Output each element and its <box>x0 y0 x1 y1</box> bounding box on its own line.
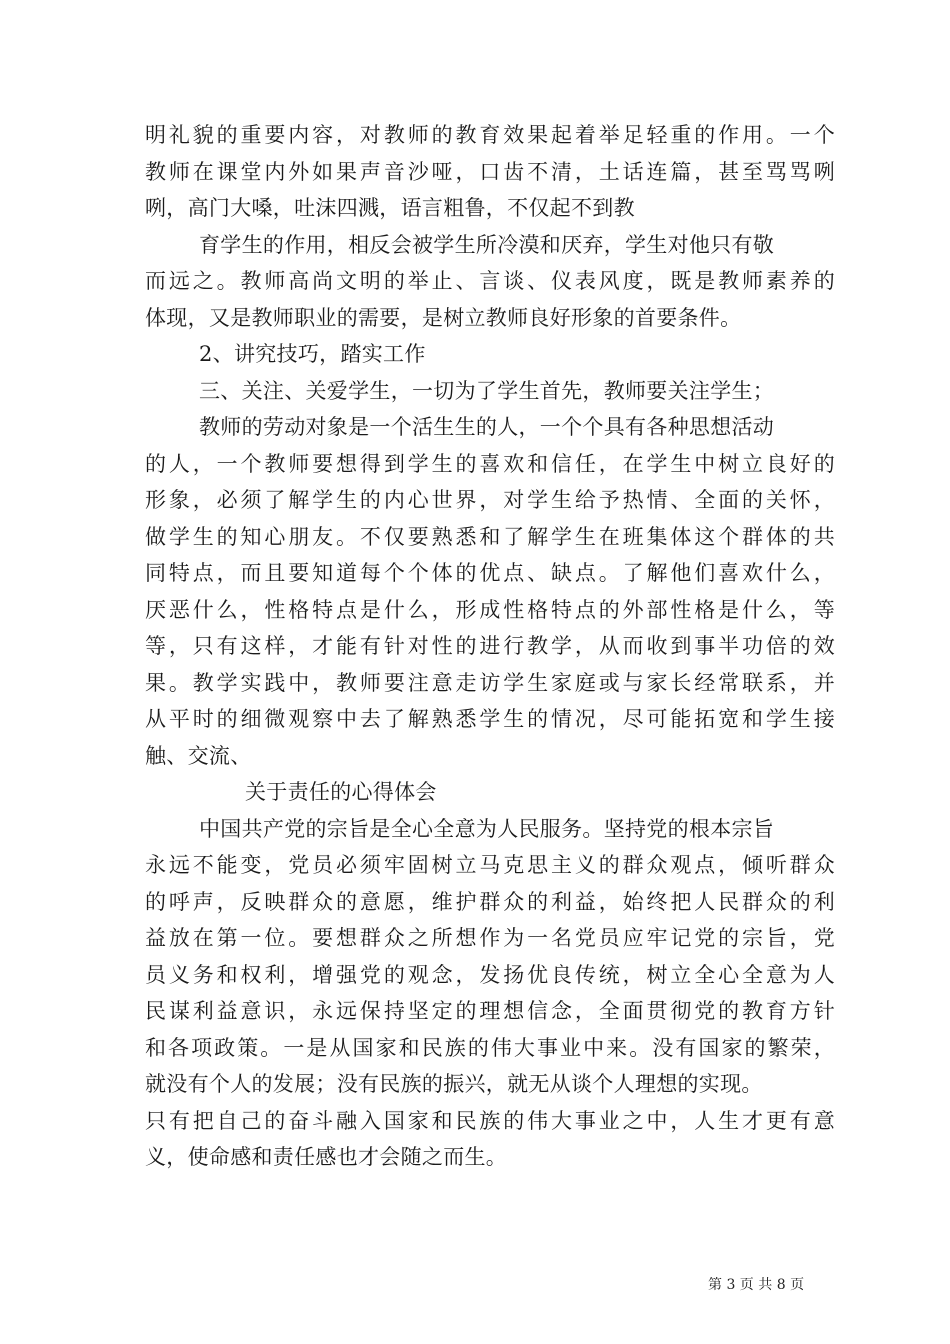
text-line: 育学生的作用，相反会被学生所冷漠和厌弃，学生对他只有敬 <box>199 232 775 257</box>
section-heading: 2、讲究技巧，踏实工作 <box>199 342 426 366</box>
text-line: 从平时的细微观察中去了解熟悉学生的情况，尽可能拓宽和学生接 <box>145 707 835 731</box>
text-line: 体现，又是教师职业的需要，是树立教师良好形象的首要条件。 <box>145 305 742 330</box>
text-line: 做学生的知心朋友。不仅要熟悉和了解学生在班集体这个群体的共 <box>145 524 835 549</box>
text-line: 永远不能变，党员必须牢固树立马克思主义的群众观点，倾听群众 <box>145 853 835 877</box>
article-title: 关于责任的心得体会 <box>245 780 437 804</box>
text-line: 等，只有这样，才能有针对性的进行教学，从而收到事半功倍的效 <box>145 634 835 658</box>
text-line: 教师在课堂内外如果声音沙哑，口齿不清，土话连篇，甚至骂骂咧 <box>145 159 835 184</box>
page-number: 第 3 页 共 8 页 <box>708 1277 805 1293</box>
section-heading: 三、关注、关爱学生，一切为了学生首先，教师要关注学生； <box>199 378 775 403</box>
text-line: 只有把自己的奋斗融入国家和民族的伟大事业之中，人生才更有意 <box>145 1108 835 1133</box>
text-line: 触、交流、 <box>145 743 252 768</box>
body-text <box>145 117 835 1176</box>
text-line: 咧，高门大嗓，吐沫四溅，语言粗鲁，不仅起不到教 <box>145 196 635 220</box>
text-line: 厌恶什么，性格特点是什么，形成性格特点的外部性格是什么，等 <box>145 597 835 622</box>
text-line: 形象，必须了解学生的内心世界，对学生给予热情、全面的关怀， <box>145 488 835 512</box>
text-line: 果。教学实践中，教师要注意走访学生家庭或与家长经常联系，并 <box>145 670 835 695</box>
text-line: 教师的劳动对象是一个活生生的人，一个个具有各种思想活动 <box>199 415 775 439</box>
text-line: 和各项政策。一是从国家和民族的伟大事业中来。没有国家的繁荣， <box>145 1035 835 1060</box>
text-line: 益放在第一位。要想群众之所想作为一名党员应牢记党的宗旨，党 <box>145 926 835 950</box>
text-line: 义，使命感和责任感也才会随之而生。 <box>145 1145 508 1169</box>
text-line: 民谋利益意识，永远保持坚定的理想信念，全面贯彻党的教育方针 <box>145 999 835 1023</box>
text-line: 同特点，而且要知道每个个体的优点、缺点。了解他们喜欢什么， <box>145 561 835 585</box>
text-line: 明礼貌的重要内容，对教师的教育效果起着举足轻重的作用。一个 <box>145 123 835 147</box>
text-line: 员义务和权利，增强党的观念，发扬优良传统，树立全心全意为人 <box>145 962 835 987</box>
text-line: 而远之。教师高尚文明的举止、言谈、仪表风度，既是教师素养的 <box>145 269 835 293</box>
text-line: 就没有个人的发展；没有民族的振兴，就无从谈个人理想的实现。 <box>145 1072 763 1096</box>
text-line: 中国共产党的宗旨是全心全意为人民服务。坚持党的根本宗旨 <box>199 816 775 841</box>
text-line: 的人，一个教师要想得到学生的喜欢和信任，在学生中树立良好的 <box>145 451 835 476</box>
text-line: 的呼声，反映群众的意愿，维护群众的利益，始终把人民群众的利 <box>145 889 835 914</box>
